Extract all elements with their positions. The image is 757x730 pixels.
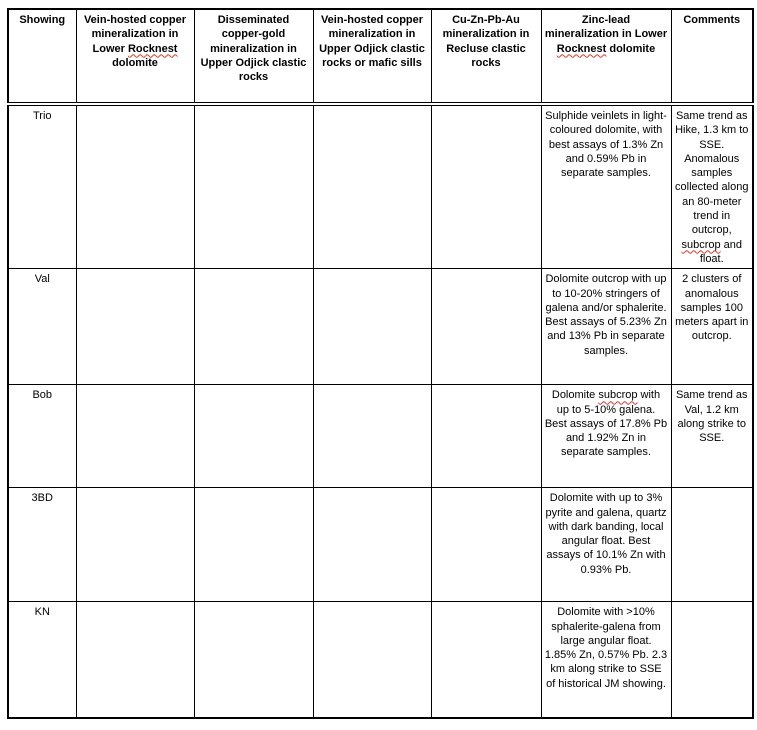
- column-header-comments: [671, 9, 753, 104]
- text-segment: dolomite: [112, 56, 158, 69]
- cell-bob-zinc-lead: [541, 385, 671, 488]
- cell-trio-vein-copper-rocknest: [76, 104, 194, 269]
- text-segment: Same trend as Hike, 1.3 km to SSE. Anomalous samples collected along an 80-meter trend in outcrop,: [675, 110, 749, 237]
- cell-3bd-vein-copper-rocknest: [76, 488, 194, 602]
- text-segment: Sulphide veinlets in light-coloured dolomite, with best assays of 1.3% Zn and 0.59% Pb in separate samples.: [545, 110, 667, 180]
- text-segment: Disseminated copper-gold mineralization in Upper Odjick clastic rocks: [200, 14, 307, 84]
- cell-kn-zinc-lead: [541, 602, 671, 718]
- cell-trio-disseminated-copper-gold: [194, 104, 313, 269]
- text-segment: Dolomite with >10% sphalerite-galena from large angular float. 1.85% Zn, 0.57% Pb. 2.3 km along strike to SSE of historical JM showing.: [544, 606, 668, 690]
- text-segment: Comments: [683, 14, 741, 26]
- text-segment: Val: [34, 273, 50, 286]
- cell-bob-vein-copper-rocknest: [76, 385, 194, 488]
- text-segment: with up to 5-10% galena. Best assays of 17.8% Pb and 1.92% Zn in separate samples.: [544, 389, 668, 459]
- column-header-cu-zn-pb-au: [431, 9, 541, 104]
- cell-3bd-comments: [671, 488, 753, 602]
- text-segment: Vein-hosted copper mineralization in Upper Odjick clastic rocks or mafic sills: [319, 14, 425, 69]
- cell-3bd-zinc-lead: [541, 488, 671, 602]
- misspelled-word: Rocknest: [556, 42, 607, 55]
- cell-3bd-vein-copper-odjick: [313, 488, 431, 602]
- cell-trio-cu-zn-pb-au: [431, 104, 541, 269]
- text-segment: Showing: [19, 14, 66, 26]
- cell-val-zinc-lead: [541, 269, 671, 385]
- cell-trio-vein-copper-odjick: [313, 104, 431, 269]
- cell-val-vein-copper-rocknest: [76, 269, 194, 385]
- column-header-disseminated-copper-gold: [194, 9, 313, 104]
- column-header-vein-copper-odjick: [313, 9, 431, 104]
- cell-val-cu-zn-pb-au: [431, 269, 541, 385]
- misspelled-word: Rocknest: [127, 42, 178, 55]
- table-row-trio: [8, 104, 753, 269]
- cell-bob-vein-copper-odjick: [313, 385, 431, 488]
- table-row-bob: [8, 385, 753, 488]
- cell-bob-comments: [671, 385, 753, 488]
- text-segment: and float.: [699, 238, 743, 265]
- column-header-zinc-lead: [541, 9, 671, 104]
- cell-bob-cu-zn-pb-au: [431, 385, 541, 488]
- cell-kn-comments: [671, 602, 753, 718]
- cell-bob-disseminated-copper-gold: [194, 385, 313, 488]
- text-segment: Cu-Zn-Pb-Au mineralization in Recluse clastic rocks: [442, 14, 530, 69]
- row-label-val: [8, 269, 76, 385]
- row-label-trio: [8, 104, 76, 269]
- text-segment: KN: [34, 606, 50, 619]
- mineral-showings-table: [7, 8, 754, 719]
- text-segment: Trio: [32, 110, 52, 122]
- cell-kn-cu-zn-pb-au: [431, 602, 541, 718]
- row-label-kn: [8, 602, 76, 718]
- misspelled-word: subcrop: [681, 238, 721, 251]
- cell-trio-comments: [671, 104, 753, 269]
- cell-val-disseminated-copper-gold: [194, 269, 313, 385]
- cell-val-comments: [671, 269, 753, 385]
- cell-3bd-disseminated-copper-gold: [194, 488, 313, 602]
- table-row-3bd: [8, 488, 753, 602]
- text-segment: Bob: [32, 389, 53, 402]
- column-header-showing: [8, 9, 76, 104]
- cell-kn-vein-copper-rocknest: [76, 602, 194, 718]
- text-segment: Dolomite outcrop with up to 10-20% stringers of galena and/or sphalerite. Best assays of 5.23% Zn and 13% Pb in separate samples.: [545, 273, 667, 357]
- cell-kn-vein-copper-odjick: [313, 602, 431, 718]
- text-segment: Vein-hosted copper mineralization in Lower: [83, 14, 187, 55]
- text-segment: Same trend as Val, 1.2 km along strike to SSE.: [675, 389, 748, 445]
- cell-3bd-cu-zn-pb-au: [431, 488, 541, 602]
- text-segment: 2 clusters of anomalous samples 100 meters apart in outcrop.: [675, 273, 749, 343]
- row-label-3bd: [8, 488, 76, 602]
- text-segment: Dolomite with up to 3% pyrite and galena, quartz with dark banding, local angular float. Best assays of 10.1% Zn with 0.93% Pb.: [545, 492, 667, 576]
- row-label-bob: [8, 385, 76, 488]
- column-header-vein-copper-rocknest: [76, 9, 194, 104]
- cell-val-vein-copper-odjick: [313, 269, 431, 385]
- table-row-val: [8, 269, 753, 385]
- table-row-kn: [8, 602, 753, 718]
- text-segment: Dolomite: [551, 389, 599, 402]
- cell-trio-zinc-lead: [541, 104, 671, 269]
- text-segment: 3BD: [31, 492, 53, 505]
- text-segment: Zinc-lead mineralization in Lower: [544, 14, 668, 41]
- text-segment: dolomite: [606, 42, 656, 55]
- misspelled-word: subcrop: [598, 389, 638, 402]
- header-row: [8, 9, 753, 104]
- cell-kn-disseminated-copper-gold: [194, 602, 313, 718]
